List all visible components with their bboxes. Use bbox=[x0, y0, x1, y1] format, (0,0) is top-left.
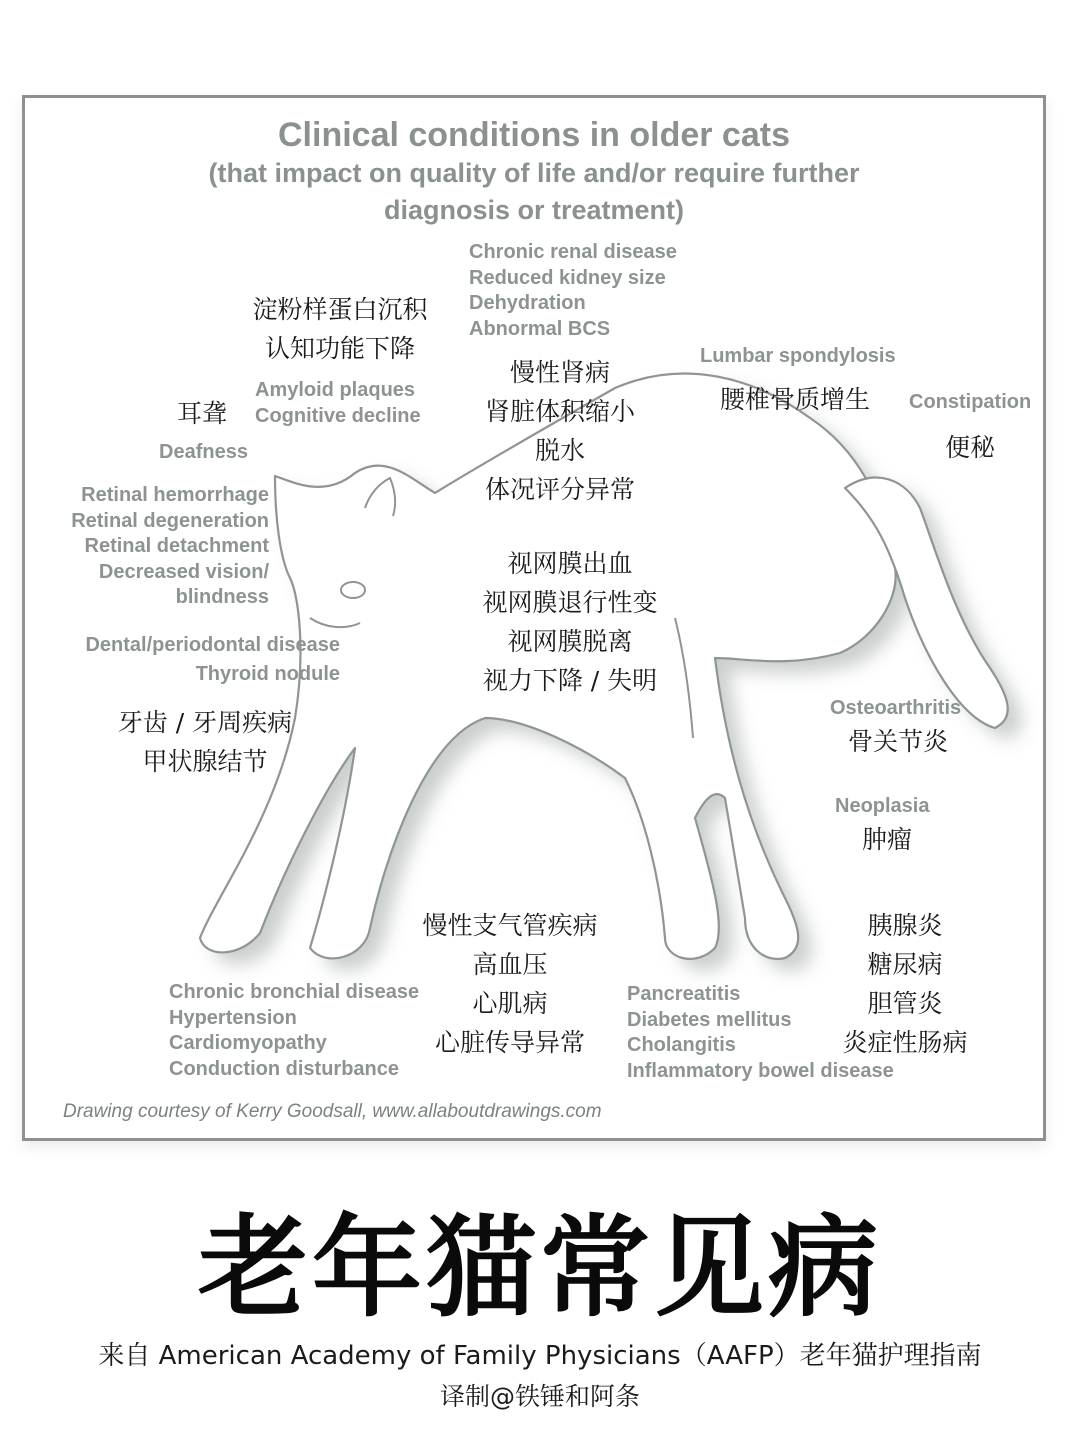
brain-zh-labels bbox=[230, 290, 450, 368]
mouth-en-1: Dental/periodontal disease bbox=[85, 634, 340, 656]
mouth-zh-labels bbox=[95, 703, 315, 781]
figure-title: Clinical conditions in older cats bbox=[278, 116, 790, 154]
drawing-credit: Drawing courtesy of Kerry Goodsall, www.allaboutdrawings.com bbox=[63, 1101, 602, 1122]
heart-en-2: Hypertension bbox=[169, 1006, 297, 1029]
bowel-en-label: Constipation bbox=[909, 391, 1032, 413]
renal-zh-labels bbox=[460, 353, 660, 509]
spine-en-label: Lumbar spondylosis bbox=[700, 345, 896, 367]
eye-en-labels bbox=[35, 483, 269, 611]
source-line: 来自 American Academy of Family Physicians（AAFP）老年猫护理指南 bbox=[98, 1341, 982, 1371]
renal-zh-4: 体况评分异常 bbox=[484, 475, 635, 504]
brain-en-labels bbox=[255, 378, 421, 429]
ear-zh-label: 耳聋 bbox=[177, 399, 228, 428]
figure-panel bbox=[22, 95, 1046, 1141]
tumor-zh-label: 肿瘤 bbox=[862, 825, 913, 854]
heart-zh-3: 心肌病 bbox=[472, 989, 548, 1018]
spine-zh-label: 腰椎骨质增生 bbox=[720, 385, 871, 414]
figure-subtitle-line2: diagnosis or treatment) bbox=[383, 195, 685, 225]
abdomen-zh-4: 炎症性肠病 bbox=[842, 1028, 968, 1057]
brain-zh-1: 淀粉样蛋白沉积 bbox=[252, 295, 428, 324]
heart-zh-4: 心脏传导异常 bbox=[434, 1028, 585, 1057]
eye-zh-4: 视力下降 / 失明 bbox=[482, 666, 658, 695]
abdomen-zh-1: 胰腺炎 bbox=[867, 911, 943, 940]
brain-en-2: Cognitive decline bbox=[255, 404, 421, 427]
renal-en-4: Abnormal BCS bbox=[469, 317, 611, 340]
renal-en-3: Dehydration bbox=[469, 292, 586, 314]
abdomen-en-2: Diabetes mellitus bbox=[627, 1008, 792, 1031]
renal-en-2: Reduced kidney size bbox=[469, 266, 666, 289]
eye-en-1: Retinal hemorrhage bbox=[81, 484, 269, 506]
renal-en-1: Chronic renal disease bbox=[469, 241, 677, 263]
brain-zh-2: 认知功能下降 bbox=[264, 334, 415, 363]
eye-zh-3: 视网膜脱离 bbox=[507, 627, 633, 656]
translator-line: 译制@铁锤和阿条 bbox=[439, 1382, 640, 1411]
abdomen-en-1: Pancreatitis bbox=[627, 983, 741, 1005]
heart-zh-1: 慢性支气管疾病 bbox=[422, 911, 598, 940]
mouth-zh-1: 牙齿 / 牙周疾病 bbox=[117, 708, 293, 737]
abdomen-zh-3: 胆管炎 bbox=[867, 989, 943, 1018]
joint-zh-label: 骨关节炎 bbox=[848, 727, 949, 756]
renal-zh-1: 慢性肾病 bbox=[509, 358, 610, 387]
heart-en-3: Cardiomyopathy bbox=[169, 1032, 327, 1054]
renal-en-labels bbox=[469, 240, 677, 342]
tumor-en-label: Neoplasia bbox=[835, 795, 930, 817]
renal-zh-2: 肾脏体积缩小 bbox=[484, 397, 635, 426]
abdomen-en-4: Inflammatory bowel disease bbox=[627, 1059, 894, 1082]
page-title: 老年猫常见病 bbox=[198, 1204, 882, 1332]
abdomen-en-3: Cholangitis bbox=[627, 1034, 736, 1056]
abdomen-zh-2: 糖尿病 bbox=[867, 950, 943, 979]
eye-en-5: blindness bbox=[175, 586, 269, 608]
ear-en-label: Deafness bbox=[159, 441, 248, 463]
eye-zh-labels bbox=[455, 544, 685, 700]
bowel-zh-label: 便秘 bbox=[945, 433, 996, 462]
heart-en-labels bbox=[169, 980, 419, 1082]
renal-zh-3: 脱水 bbox=[534, 436, 585, 465]
mouth-en-2: Thyroid nodule bbox=[195, 662, 340, 685]
mouth-zh-2: 甲状腺结节 bbox=[142, 747, 268, 776]
eye-en-4: Decreased vision/ bbox=[98, 560, 269, 583]
mouth-en-labels bbox=[35, 633, 340, 687]
heart-en-1: Chronic bronchial disease bbox=[169, 981, 420, 1003]
eye-en-2: Retinal degeneration bbox=[71, 509, 269, 532]
brain-en-1: Amyloid plaques bbox=[255, 379, 416, 401]
figure-subtitle-line1: (that impact on quality of life and/or require further bbox=[208, 158, 860, 188]
eye-zh-1: 视网膜出血 bbox=[507, 549, 633, 578]
joint-en-label: Osteoarthritis bbox=[830, 697, 962, 719]
heart-zh-2: 高血压 bbox=[472, 950, 548, 979]
heart-zh-labels bbox=[400, 906, 620, 1062]
eye-en-3: Retinal detachment bbox=[84, 535, 269, 557]
heart-en-4: Conduction disturbance bbox=[169, 1057, 399, 1080]
abdomen-zh-labels bbox=[810, 906, 1000, 1062]
eye-zh-2: 视网膜退行性变 bbox=[482, 588, 658, 617]
